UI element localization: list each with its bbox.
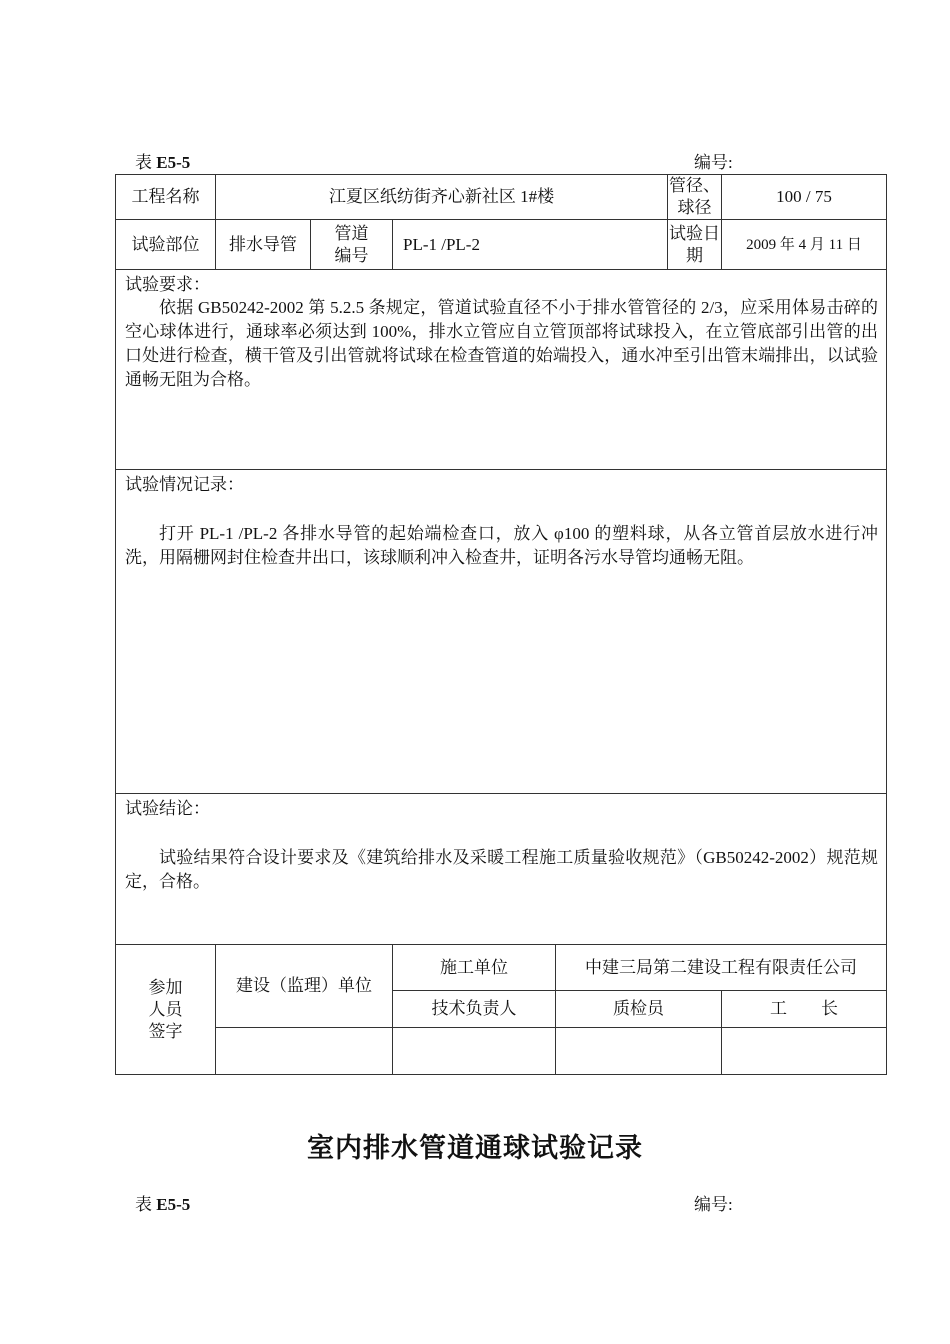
number-label-bottom: 编号: — [694, 1195, 733, 1214]
number-label-top: 编号: — [694, 153, 733, 172]
form-code-value-bottom: E5-5 — [156, 1195, 191, 1214]
conclusion-text: 试验结果符合设计要求及《建筑给排水及采暖工程施工质量验收规范》（GB50242-2002）规范规定，合格。 — [125, 848, 878, 891]
diameter-value: 100 / 75 — [722, 175, 887, 220]
document-title: 室内排水管道通球试验记录 — [307, 1133, 643, 1164]
test-part-value: 排水导管 — [216, 220, 311, 270]
owner-unit-label: 建设（监理）单位 — [216, 945, 393, 1028]
record-text: 打开 PL-1 /PL-2 各排水导管的起始端检查口，放入 φ100 的塑料球，从各立管首层放水进行冲洗，用隔栅网封住检查井出口，该球顺利冲入检查井，证明各污水导管均通畅无阻。 — [125, 524, 878, 567]
participants-label-line3: 签字 — [148, 1021, 183, 1041]
conclusion-row — [116, 794, 887, 945]
project-name-label: 工程名称 — [116, 175, 216, 220]
test-part-label: 试验部位 — [116, 220, 216, 270]
conclusion-cell — [116, 794, 887, 945]
tech-lead-label: 技术负责人 — [393, 991, 556, 1028]
form-code-prefix: 表 — [135, 153, 157, 172]
foreman-label: 工 长 — [722, 991, 887, 1028]
form-code-bottom — [135, 1194, 190, 1216]
record-label: 试验情况记录： — [125, 475, 244, 494]
participants-label-line2: 人员 — [148, 999, 183, 1019]
pipe-number-label-line2: 编号 — [334, 245, 369, 265]
record-row — [116, 470, 887, 794]
test-part-row — [116, 220, 887, 270]
test-date-value: 2009 年 4 月 11 日 — [722, 220, 887, 270]
signature-row-1 — [116, 945, 887, 991]
pipe-number-label-line1: 管道 — [334, 223, 369, 243]
project-name-value: 江夏区纸纺街齐心新社区 1#楼 — [216, 175, 668, 220]
participants-label-line1: 参加 — [148, 977, 183, 997]
foreman-signature — [722, 1028, 887, 1075]
project-row — [116, 175, 887, 220]
owner-unit-signature — [216, 1028, 393, 1075]
form-code-prefix-bottom: 表 — [135, 1195, 157, 1214]
test-record-form — [115, 174, 887, 1075]
quality-inspector-signature — [556, 1028, 722, 1075]
pipe-number-value: PL-1 /PL-2 — [393, 220, 668, 270]
pipe-number-label — [311, 220, 393, 270]
record-cell — [116, 470, 887, 794]
construction-unit-value: 中建三局第二建设工程有限责任公司 — [556, 945, 887, 991]
signature-row-3 — [116, 1028, 887, 1075]
participants-label — [116, 945, 216, 1075]
tech-lead-signature — [393, 1028, 556, 1075]
requirements-row — [116, 270, 887, 470]
requirements-cell — [116, 270, 887, 470]
conclusion-label: 试验结论： — [125, 799, 210, 818]
diameter-label: 管径、球径 — [668, 175, 722, 220]
form-code-value: E5-5 — [156, 153, 191, 172]
test-date-label: 试验日期 — [668, 220, 722, 270]
form-code-top — [135, 152, 190, 174]
requirements-text: 依据 GB50242-2002 第 5.2.5 条规定，管道试验直径不小于排水管管径的 2/3，应采用体易击碎的空心球体进行，通球率必须达到 100%，排水立管应自立管顶部将试球投入，在立管底部引出管的出口处进行检查，横干管及引出管就将试球在检查管道的始端投入，通水冲至引出管末端排出，以试验通畅无阻为合格。 — [125, 298, 878, 389]
quality-inspector-label: 质检员 — [556, 991, 722, 1028]
requirements-label: 试验要求： — [125, 275, 210, 294]
construction-unit-label: 施工单位 — [393, 945, 556, 991]
